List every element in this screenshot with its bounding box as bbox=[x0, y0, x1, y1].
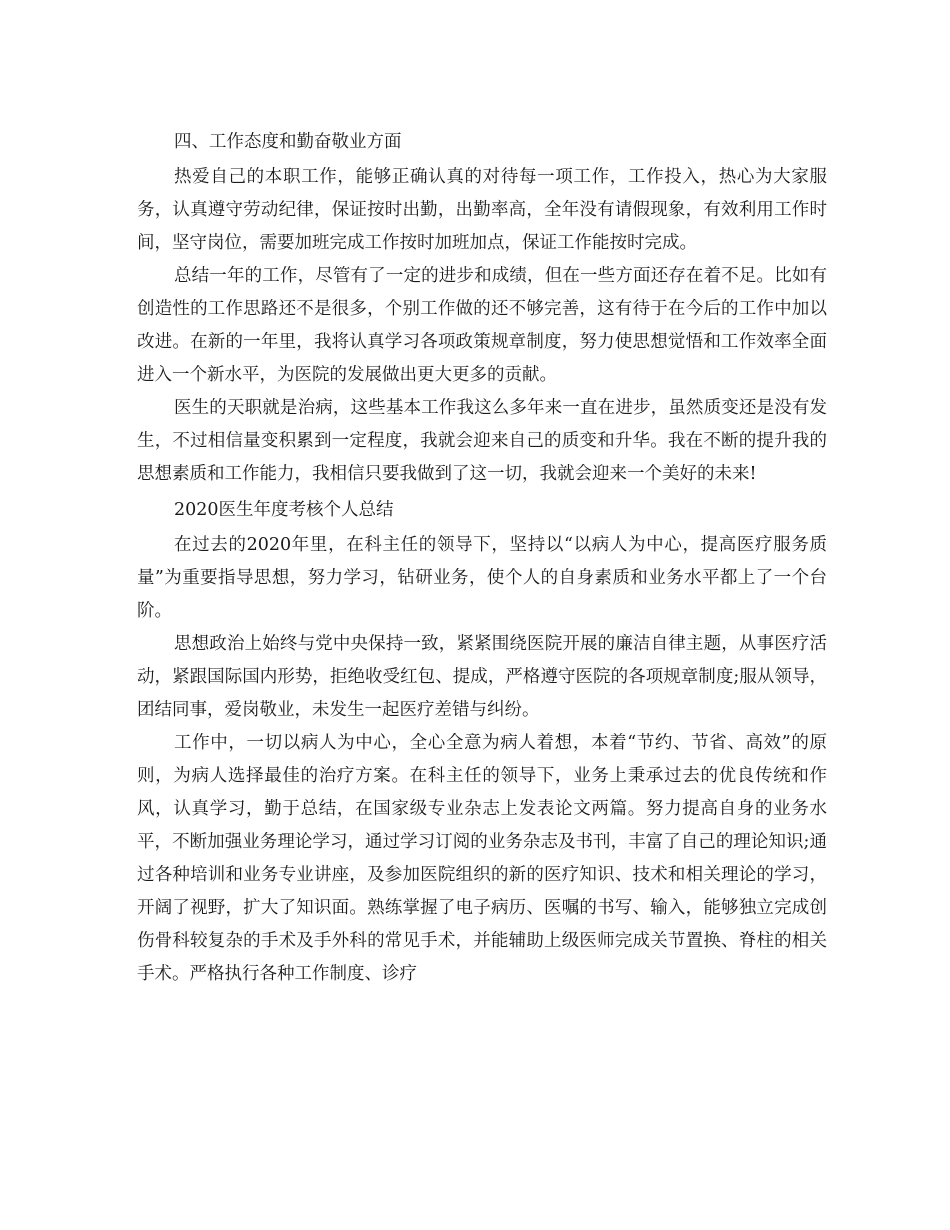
section-heading-annual-summary: 2020医生年度考核个人总结 bbox=[174, 500, 394, 520]
section-heading-work-attitude: 四、工作态度和勤奋敬业方面 bbox=[174, 132, 402, 152]
paragraph-love-of-work: 热爱自己的本职工作，能够正确认真的对待每一项工作，工作投入，热心为大家服务，认真遵守劳动纪律，保证按时出勤，出勤率高，全年没有请假现象，有效利用工作时间，坚守岗位，需要加班完成工作按时加班加点，保证工作能按时完成。 bbox=[137, 167, 827, 253]
paragraph-work-practice: 工作中，一切以病人为中心，全心全意为病人着想，本着“节约、节省、高效”的原则，为病人选择最佳的治疗方案。在科主任的领导下，业务上秉承过去的优良传统和作风，认真学习，勤于总结，在国家级专业杂志上发表论文两篇。努力提高自身的业务水平，不断加强业务理论学习，通过学习订阅的业务杂志及书刊，丰富了自己的理论知识;通过各种培训和业务专业讲座，及参加医院组织的新的医疗知识、技术和相关理论的学习，开阔了视野，扩大了知识面。熟练掌握了电子病历、医嘱的书写、输入，能够独立完成创伤骨科较复杂的手术及手外科的常见手术，并能辅助上级医师完成关节置换、脊柱的相关手术。严格执行各种工作制度、诊疗 bbox=[137, 733, 827, 984]
paragraph-political-thought: 思想政治上始终与党中央保持一致，紧紧围绕医院开展的廉洁自律主题，从事医疗活动，紧跟国际国内形势，拒绝收受红包、提成，严格遵守医院的各项规章制度;服从领导，团结同事，爱岗敬业，未发生一起医疗差错与纠纷。 bbox=[137, 634, 827, 720]
paragraph-doctor-duty: 医生的天职就是治病，这些基本工作我这么多年来一直在进步，虽然质变还是没有发生，不过相信量变积累到一定程度，我就会迎来自己的质变和升华。我在不断的提升我的思想素质和工作能力，我相信只要我做到了这一切，我就会迎来一个美好的未来! bbox=[137, 398, 827, 484]
paragraph-past-year: 在过去的2020年里，在科主任的领导下，坚持以“以病人为中心，提高医疗服务质量”为重要指导思想，努力学习，钻研业务，使个人的自身素质和业务水平都上了一个台阶。 bbox=[137, 535, 827, 621]
document-page bbox=[137, 123, 827, 991]
paragraph-year-summary: 总结一年的工作，尽管有了一定的进步和成绩，但在一些方面还存在着不足。比如有创造性的工作思路还不是很多，个别工作做的还不够完善，这有待于在今后的工作中加以改进。在新的一年里，我将认真学习各项政策规章制度，努力使思想觉悟和工作效率全面进入一个新水平，为医院的发展做出更大更多的贡献。 bbox=[137, 266, 827, 385]
